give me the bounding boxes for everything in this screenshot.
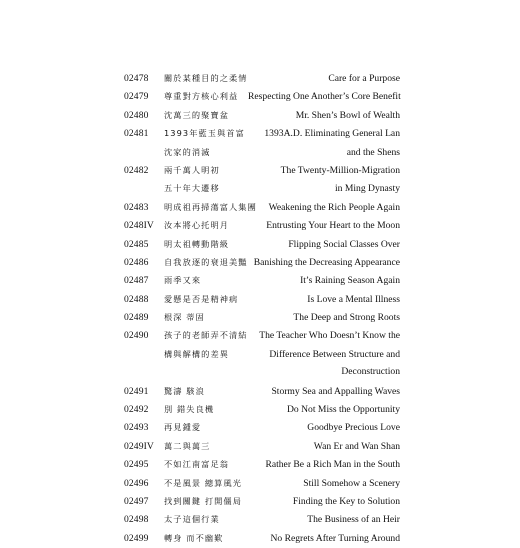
index-table bbox=[124, 69, 400, 547]
chinese-title: 孩子的老師弄不清結 bbox=[164, 330, 248, 341]
entry-number: 02486 bbox=[124, 256, 149, 268]
entry-number: 02491 bbox=[124, 385, 149, 397]
english-title: Mr. Shen’s Bowl of Wealth bbox=[295, 109, 400, 121]
entry-continuation-line bbox=[124, 179, 400, 197]
entry-number: 02479 bbox=[124, 91, 149, 103]
index-entry bbox=[124, 529, 400, 547]
index-entry bbox=[124, 455, 400, 473]
entry-first-line bbox=[124, 437, 400, 455]
entry-first-line bbox=[124, 382, 400, 400]
entry-number: 02490 bbox=[124, 330, 149, 342]
english-title: Wan Er and Wan Shan bbox=[313, 440, 400, 452]
entry-number: 02488 bbox=[124, 293, 149, 305]
entry-number: 02482 bbox=[124, 164, 149, 176]
entry-number: 02481 bbox=[124, 128, 149, 140]
entry-number: 02495 bbox=[124, 459, 149, 471]
entry-continuation-line bbox=[124, 345, 400, 363]
entry-first-line bbox=[124, 492, 400, 510]
english-title: Care for a Purpose bbox=[328, 73, 400, 84]
entry-first-line bbox=[124, 400, 400, 418]
chinese-title: 尊重對方核心利益 bbox=[164, 91, 239, 102]
entry-number: 0249IV bbox=[124, 440, 154, 452]
english-title: Still Somehow a Scenery bbox=[303, 477, 400, 489]
index-entry bbox=[124, 69, 400, 87]
entry-number: 02480 bbox=[124, 109, 149, 121]
chinese-title: 萬二與萬三 bbox=[164, 440, 211, 451]
index-entry bbox=[124, 235, 400, 253]
entry-number: 02493 bbox=[124, 422, 149, 434]
index-entry bbox=[124, 474, 400, 492]
english-title: Deconstruction bbox=[341, 366, 400, 378]
entry-continuation-line bbox=[124, 143, 400, 161]
entry-first-line bbox=[124, 124, 400, 142]
entry-continuation-line bbox=[124, 363, 400, 381]
index-entry bbox=[124, 216, 400, 234]
chinese-title: 雨季又來 bbox=[164, 275, 202, 286]
index-entry bbox=[124, 382, 400, 400]
english-title: Goodbye Precious Love bbox=[307, 422, 400, 434]
chinese-title: 明成祖再掃蕩富人集團 bbox=[164, 201, 257, 212]
english-title: The Teacher Who Doesn’t Know the bbox=[259, 330, 400, 342]
chinese-title: 關於某種目的之柔情 bbox=[164, 73, 248, 83]
chinese-title: 太子這個行業 bbox=[164, 514, 220, 525]
entry-number: 02499 bbox=[124, 532, 149, 544]
entry-first-line bbox=[124, 510, 400, 528]
chinese-title: 不是風景 總算風光 bbox=[164, 477, 243, 488]
chinese-title: 不如江南富足翁 bbox=[164, 459, 230, 470]
english-title: 1393A.D. Eliminating General Lan bbox=[264, 128, 400, 140]
english-title: Finding the Key to Solution bbox=[292, 495, 400, 507]
entry-first-line bbox=[124, 235, 400, 253]
index-entry bbox=[124, 161, 400, 198]
index-entry bbox=[124, 308, 400, 326]
entry-first-line bbox=[124, 106, 400, 124]
entry-number: 02485 bbox=[124, 238, 149, 250]
english-title: The Twenty-Million-Migration bbox=[280, 164, 400, 176]
entry-first-line bbox=[124, 529, 400, 547]
chinese-title: 轉身 而不幽歎 bbox=[164, 532, 224, 543]
entry-first-line bbox=[124, 198, 400, 216]
entry-first-line bbox=[124, 87, 400, 105]
english-title: No Regrets After Turning Around bbox=[270, 532, 400, 544]
index-entry bbox=[124, 87, 400, 105]
english-title: The Business of an Heir bbox=[307, 514, 400, 526]
entry-first-line bbox=[124, 326, 400, 344]
entry-first-line bbox=[124, 161, 400, 179]
chinese-title: 1393年藍玉與首富 bbox=[164, 128, 245, 139]
english-title: Respecting One Another’s Core Benefit bbox=[248, 91, 401, 103]
index-entry bbox=[124, 510, 400, 528]
entry-first-line bbox=[124, 308, 400, 326]
entry-number: 02498 bbox=[124, 514, 149, 526]
english-title: Do Not Miss the Opportunity bbox=[287, 404, 400, 416]
entry-first-line bbox=[124, 455, 400, 473]
index-entry bbox=[124, 253, 400, 271]
entry-first-line bbox=[124, 69, 400, 87]
index-entry bbox=[124, 106, 400, 124]
english-title: Stormy Sea and Appalling Waves bbox=[271, 385, 400, 397]
entry-first-line bbox=[124, 253, 400, 271]
chinese-title: 再見鍾愛 bbox=[164, 422, 202, 433]
chinese-title: 構與解構的差異 bbox=[164, 348, 230, 359]
entry-first-line bbox=[124, 418, 400, 436]
entry-number: 02497 bbox=[124, 495, 149, 507]
index-entry bbox=[124, 290, 400, 308]
entry-number: 02489 bbox=[124, 312, 149, 324]
entry-number: 02487 bbox=[124, 275, 149, 287]
index-entry bbox=[124, 400, 400, 418]
chinese-title: 沈家的消滅 bbox=[164, 146, 211, 157]
entry-number: 02496 bbox=[124, 477, 149, 489]
chinese-title: 明太祖轉動階級 bbox=[164, 238, 230, 249]
index-entry bbox=[124, 198, 400, 216]
chinese-title: 驚濤 駭浪 bbox=[164, 385, 205, 396]
entry-first-line bbox=[124, 271, 400, 289]
entry-first-line bbox=[124, 290, 400, 308]
english-title: and the Shens bbox=[346, 146, 400, 158]
entry-number: 0248IV bbox=[124, 220, 154, 232]
entry-number: 02478 bbox=[124, 73, 149, 84]
chinese-title: 兩千萬人明初 bbox=[164, 164, 220, 175]
entry-first-line bbox=[124, 474, 400, 492]
index-entry bbox=[124, 271, 400, 289]
english-title: Flipping Social Classes Over bbox=[288, 238, 400, 250]
chinese-title: 根深 蒂固 bbox=[164, 312, 205, 323]
english-title: Entrusting Your Heart to the Moon bbox=[266, 220, 400, 232]
english-title: Weakening the Rich People Again bbox=[268, 201, 400, 213]
chinese-title: 別 錯失良機 bbox=[164, 404, 215, 415]
entry-number: 02483 bbox=[124, 201, 149, 213]
english-title: in Ming Dynasty bbox=[334, 183, 400, 195]
english-title: The Deep and Strong Roots bbox=[293, 312, 400, 324]
chinese-title: 五十年大遷移 bbox=[164, 183, 220, 194]
english-title: Difference Between Structure and bbox=[269, 348, 400, 360]
chinese-title: 找到關鍵 打開僵局 bbox=[164, 495, 243, 506]
index-entry bbox=[124, 124, 400, 161]
chinese-title: 自我放逐的衰退美豔 bbox=[164, 256, 248, 267]
index-entry bbox=[124, 437, 400, 455]
index-entry bbox=[124, 326, 400, 381]
english-title: Banishing the Decreasing Appearance bbox=[253, 256, 400, 268]
chinese-title: 沈萬三的聚寶盆 bbox=[164, 109, 230, 120]
english-title: It’s Raining Season Again bbox=[300, 275, 400, 287]
entry-number: 02492 bbox=[124, 404, 149, 416]
english-title: Rather Be a Rich Man in the South bbox=[265, 459, 400, 471]
entry-first-line bbox=[124, 216, 400, 234]
chinese-title: 汝本將心托明月 bbox=[164, 220, 230, 231]
index-entry bbox=[124, 492, 400, 510]
index-entry bbox=[124, 418, 400, 436]
english-title: Is Love a Mental Illness bbox=[307, 293, 400, 305]
chinese-title: 愛懸是否是精神病 bbox=[164, 293, 239, 304]
